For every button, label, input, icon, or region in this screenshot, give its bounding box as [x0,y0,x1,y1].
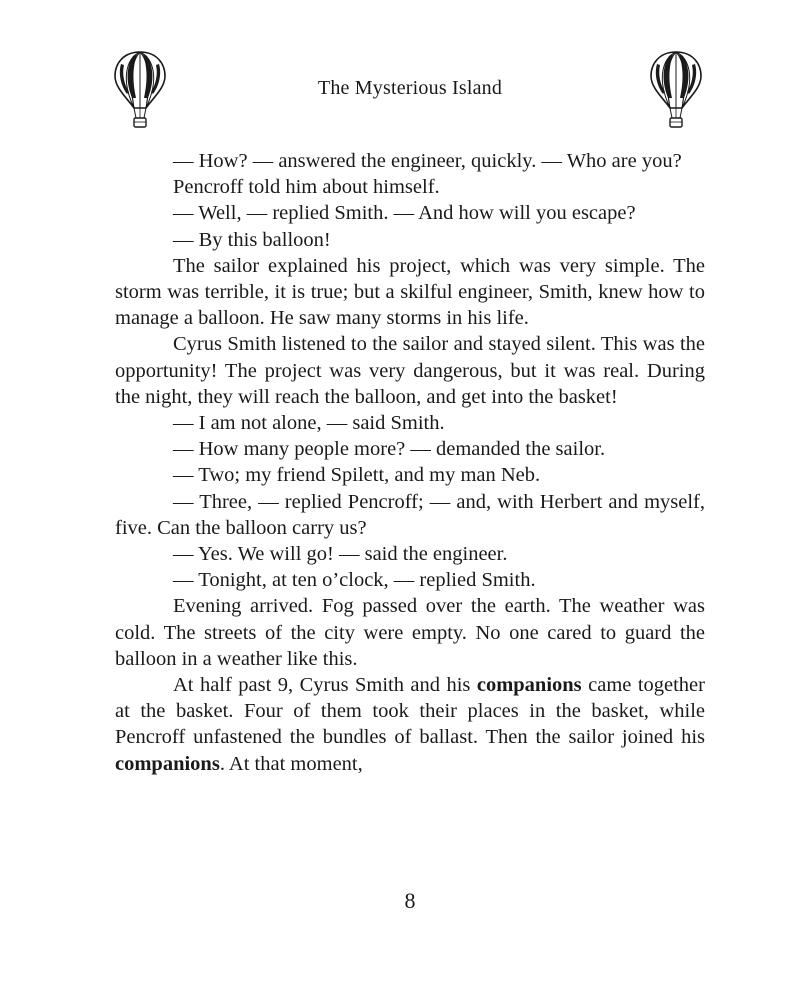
running-title: The Mysterious Island [317,77,503,99]
paragraph: — Tonight, at ten o’clock, — replied Smith. [173,569,536,592]
paragraph: — Two; my friend Spilett, and my man Neb. [173,464,541,487]
paragraph: — Yes. We will go! — said the engineer. [173,543,508,566]
paragraph: The sailor explained his project, which was very simple. The storm was terrible, it is true; but a skilful engineer, Smith, knew how to manage a balloon. He saw many storms in his life. [115,254,705,330]
text-run: . At that moment, [219,752,363,775]
paragraph: — I am not alone, — said Smith. [173,412,445,435]
paragraph: Cyrus Smith listened to the sailor and stayed silent. This was the opportunity! The project was very dangerous, but it was real. During the night, they will reach the balloon, and get into the basket! [115,333,705,408]
bold-word: companions [115,752,220,775]
paragraph-last [115,672,705,777]
paragraph: — Three, — replied Pencroff; — and, with Herbert and myself, five. Can the balloon carry us? [115,490,705,539]
paragraph: Pencroff told him about himself. [173,176,440,199]
paragraph: Evening arrived. Fog passed over the earth. The weather was cold. The streets of the city were empty. No one cared to guard the balloon in a weather like this. [115,595,705,670]
bold-word: companions [476,674,582,697]
paragraph: — Well, — replied Smith. — And how will you escape? [173,202,636,225]
text-run: came together at the basket. Four of them took their places in the basket, while Pencroff unfastened the bundles of ballast. Then the sailor joined his [115,674,705,749]
paragraph: — How? — answered the engineer, quickly. — Who are you? [173,150,682,172]
paragraph: — By this balloon! [173,228,331,251]
paragraph: — How many people more? — demanded the sailor. [173,438,606,461]
body-text [115,148,705,777]
text-run: At half past 9, Cyrus Smith and his [173,674,477,697]
page-number: 8 [404,888,416,913]
